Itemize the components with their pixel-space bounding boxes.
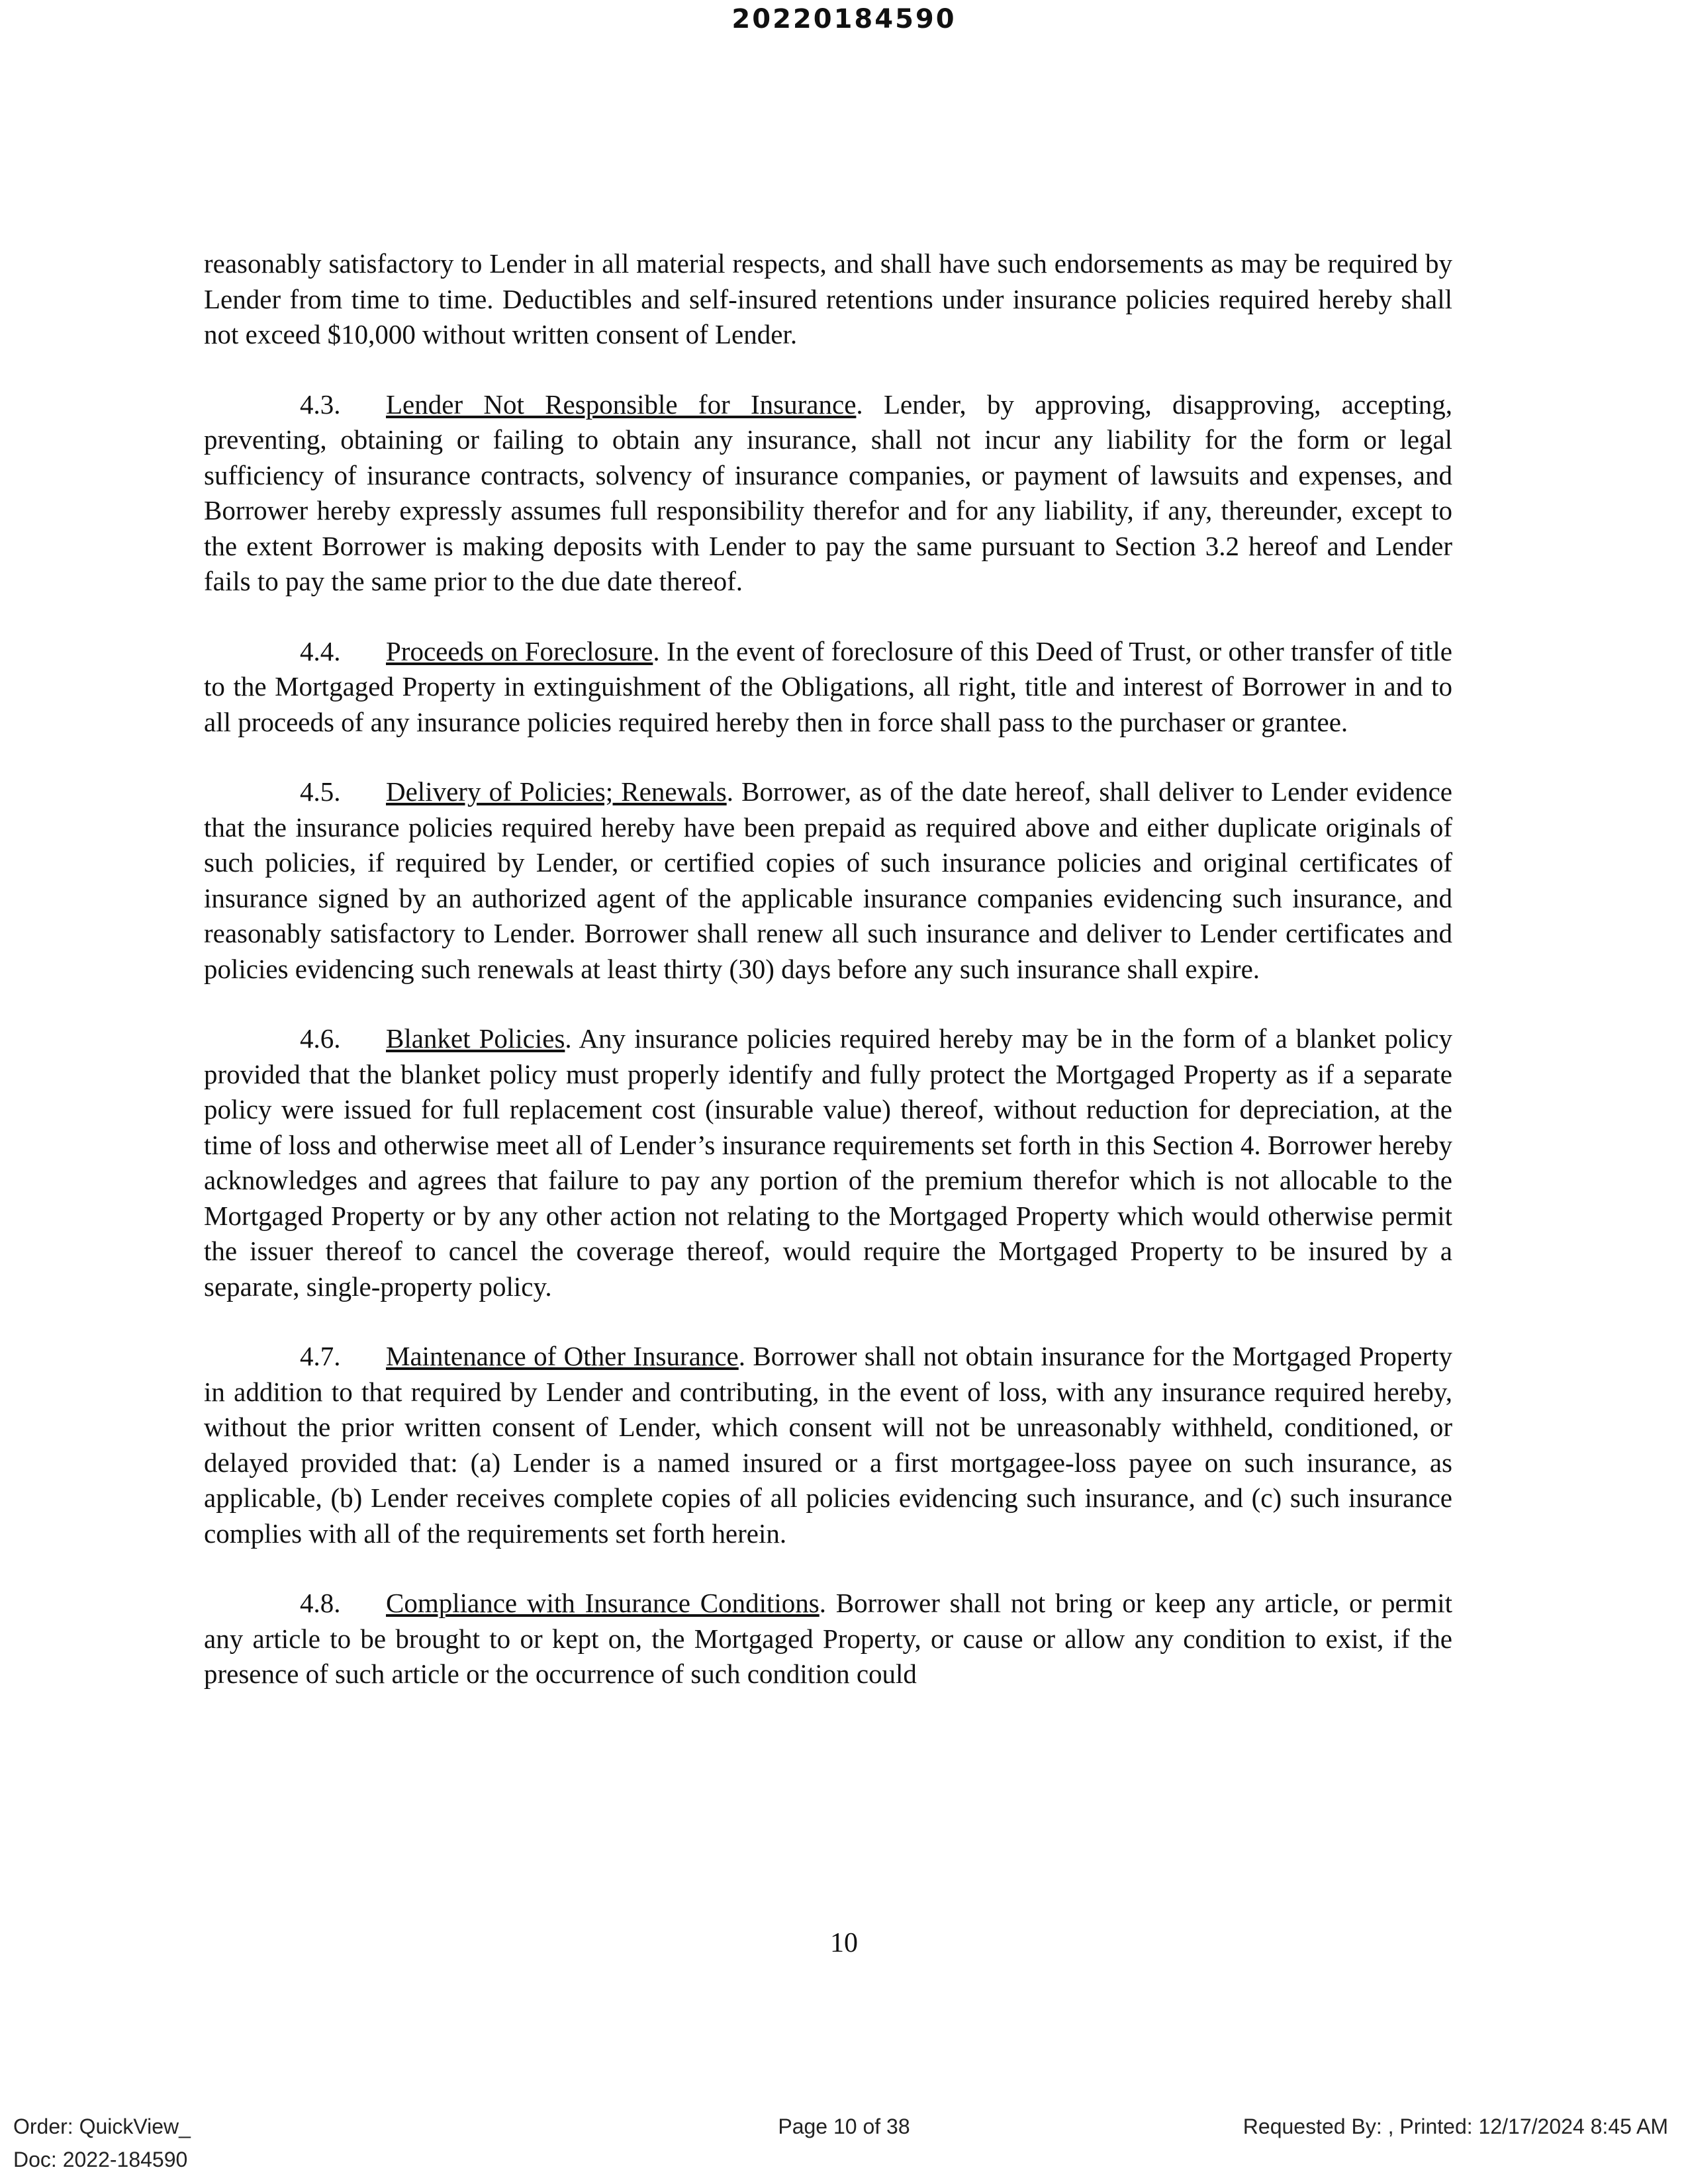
- section-heading: Blanket Policies: [386, 1023, 565, 1054]
- paragraph-continuation: [204, 246, 1452, 353]
- section-4-5: [204, 774, 1452, 987]
- section-text: . In the event of foreclosure of this Deed of Trust, or other transfer of title to the Mortgaged Property in extinguishment of the Obligations, all right, title and interest of Borrower in and to all proceeds of any insurance policies required hereby then in force shall pass to the purchaser or grantee.: [204, 635, 1452, 737]
- section-heading: Proceeds on Foreclosure: [386, 635, 653, 666]
- section-number: 4.7.: [300, 1341, 341, 1371]
- section-number: 4.8.: [300, 1588, 341, 1618]
- section-heading: Delivery of Policies; Renewals: [386, 776, 727, 807]
- section-text: . Borrower, as of the date hereof, shall deliver to Lender evidence that the insurance policies required hereby have been prepaid as required above and either duplicate originals of such policies, if required by Lender, or certified copies of such insurance policies and original certificates of insurance signed by an authorized agent of the applicable insurance companies evidencing such insurance, and reasonably satisfactory to Lender. Borrower shall renew all such insurance and deliver to Lender certificates and policies evidencing such renewals at least thirty (30) days before any such insurance shall expire.: [204, 776, 1452, 984]
- footer-doc: Doc: 2022-184590: [13, 2148, 188, 2171]
- section-4-8: [204, 1586, 1452, 1692]
- section-4-4: [204, 634, 1452, 741]
- page-number: 10: [830, 1928, 858, 1958]
- document-number: 20220184590: [731, 4, 957, 34]
- section-heading: Compliance with Insurance Conditions: [386, 1588, 820, 1618]
- section-text: . Borrower shall not bring or keep any article, or permit any article to be brought to or kept on, the Mortgaged Property, or cause or allow any condition to exist, if the presence of such article or the occurrence of such condition could: [204, 1588, 1452, 1689]
- document-body: [204, 246, 1452, 1727]
- section-number: 4.6.: [300, 1023, 341, 1054]
- footer-order: Order: QuickView_: [13, 2115, 191, 2138]
- footer-page: Page 10 of 38: [778, 2115, 910, 2138]
- section-4-6: [204, 1021, 1452, 1304]
- section-heading: Lender Not Responsible for Insurance: [386, 388, 857, 420]
- section-text: . Borrower shall not obtain insurance for the Mortgaged Property in addition to that required by Lender and contributing, in the event of loss, with any insurance required hereby, without the prior written consent of Lender, which consent will not be unreasonably withheld, conditioned, or delayed provided that: (a) Lender is a named insured or a first mortgagee-loss payee on such insurance, as applicable, (b) Lender receives complete copies of all policies evidencing such insurance, and (c) such insurance complies with all of the requirements set forth herein.: [204, 1341, 1452, 1549]
- section-4-3: [204, 387, 1452, 600]
- paragraph-text: reasonably satisfactory to Lender in all material respects, and shall have such endorsements as may be required by Lender from time to time. Deductibles and self-insured retentions under insurance policies required hereby shall not exceed $10,000 without written consent of Lender.: [204, 248, 1452, 349]
- section-number: 4.3.: [300, 388, 341, 420]
- section-number: 4.5.: [300, 776, 341, 807]
- section-number: 4.4.: [300, 635, 341, 666]
- section-text: . Any insurance policies required hereby may be in the form of a blanket policy provided that the blanket policy must properly identify and fully protect the Mortgaged Property as if a separate policy were issued for full replacement cost (insurable value) thereof, without reduction for depreciation, at the time of loss and otherwise meet all of Lender’s insurance requirements set forth in this Section 4. Borrower hereby acknowledges and agrees that failure to pay any portion of the premium therefor which is not allocable to the Mortgaged Property or by any other action not relating to the Mortgaged Property which would otherwise permit the issuer thereof to cancel the coverage thereof, would require the Mortgaged Property to be insured by a separate, single-property policy.: [204, 1023, 1452, 1302]
- section-text: . Lender, by approving, disapproving, accepting, preventing, obtaining or failing to obtain any insurance, shall not incur any liability for the form or legal sufficiency of insurance contracts, solvency of insurance companies, or payment of lawsuits and expenses, and Borrower hereby expressly assumes full responsibility therefor and for any liability, if any, thereunder, except to the extent Borrower is making deposits with Lender to pay the same pursuant to Section 3.2 hereof and Lender fails to pay the same prior to the due date thereof.: [204, 388, 1452, 596]
- section-4-7: [204, 1339, 1452, 1551]
- footer-requested: Requested By: , Printed: 12/17/2024 8:45 AM: [1243, 2115, 1668, 2138]
- section-heading: Maintenance of Other Insurance: [386, 1341, 739, 1371]
